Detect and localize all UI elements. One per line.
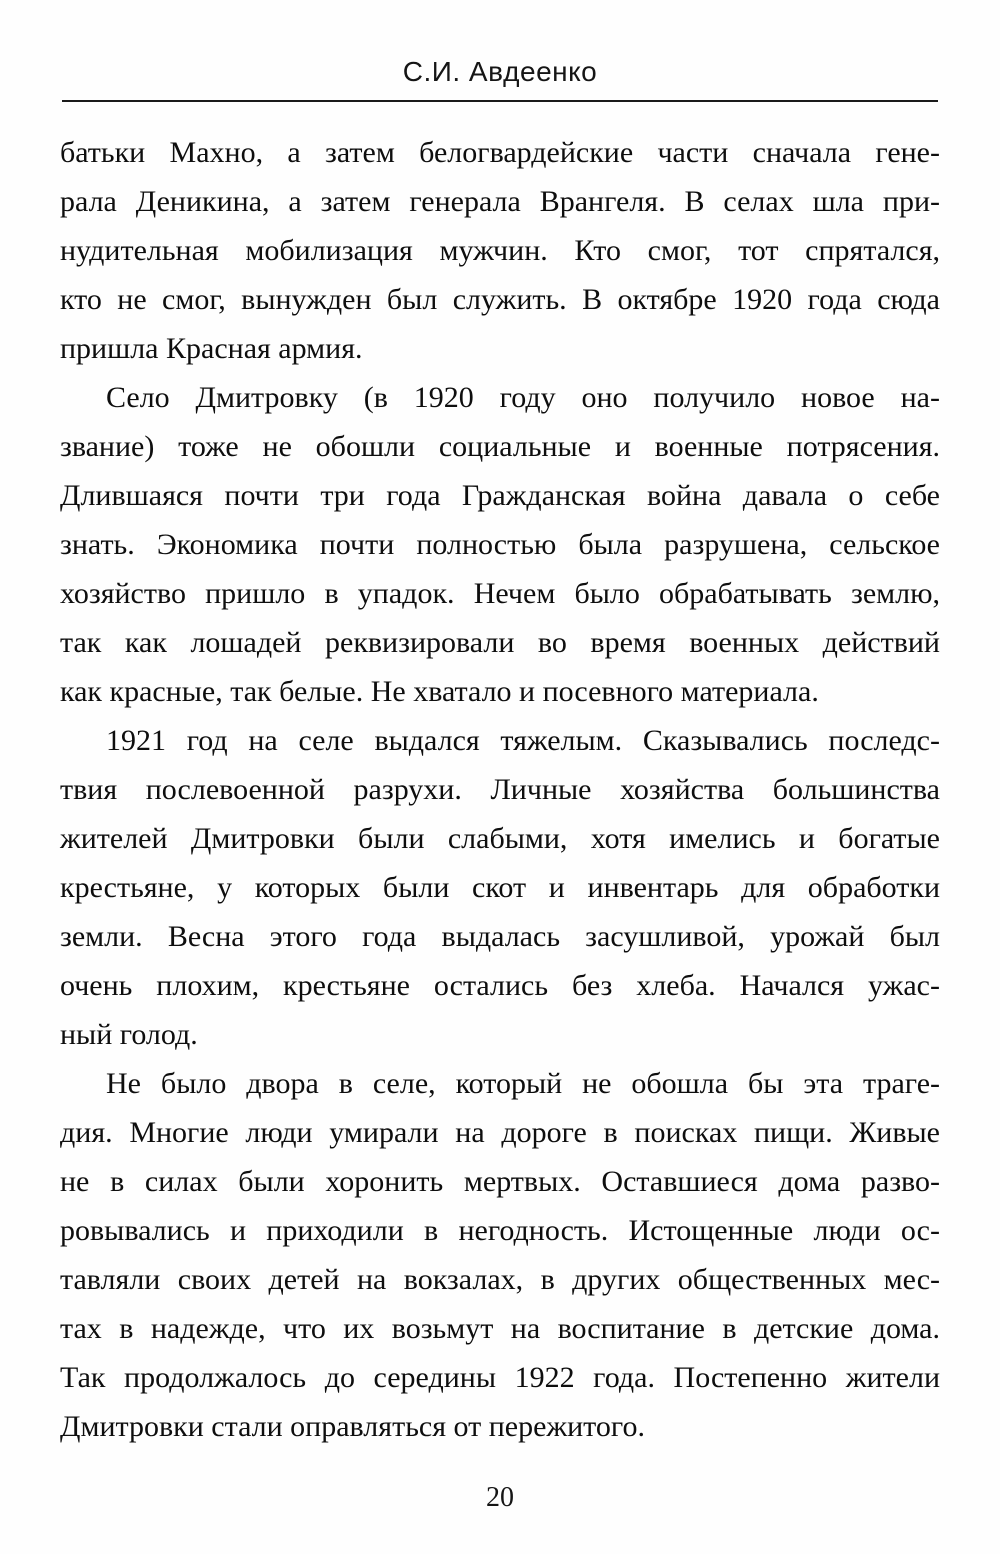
- body-text: [60, 128, 940, 1451]
- text-line: нудительная мобилизация мужчин. Кто смог, тот спрятался,: [60, 234, 940, 267]
- text-line: звание) тоже не обошли социальные и военные потрясения.: [60, 430, 940, 463]
- text-line: Не было двора в селе, который не обошла бы эта траге-: [106, 1067, 940, 1100]
- text-line: Село Дмитровку (в 1920 году оно получило новое на-: [106, 381, 940, 414]
- text-line: дия. Многие люди умирали на дороге в поисках пищи. Живые: [60, 1116, 940, 1149]
- paragraph: [60, 716, 940, 1059]
- text-line: рала Деникина, а затем генерала Врангеля. В селах шла при-: [60, 185, 940, 218]
- text-line: ровывались и приходили в негодность. Истощенные люди ос-: [60, 1214, 940, 1247]
- text-line: кто не смог, вынужден был служить. В октябре 1920 года сюда: [60, 283, 940, 316]
- text-line: как красные, так белые. Не хватало и посевного материала.: [60, 675, 819, 708]
- text-line: тавляли своих детей на вокзалах, в других общественных мес-: [60, 1263, 940, 1296]
- text-line: тах в надежде, что их возьмут на воспитание в детские дома.: [60, 1312, 940, 1345]
- paragraph: [60, 373, 940, 716]
- text-line: земли. Весна этого года выдалась засушливой, урожай был: [60, 920, 940, 953]
- page-number: 20: [486, 1482, 514, 1513]
- text-line: знать. Экономика почти полностью была разрушена, сельское: [60, 528, 940, 561]
- paragraph: [60, 128, 940, 373]
- text-line: 1921 год на селе выдался тяжелым. Сказывались последс-: [106, 724, 940, 757]
- text-line: ный голод.: [60, 1018, 198, 1051]
- text-line: хозяйство пришло в упадок. Нечем было обрабатывать землю,: [60, 577, 940, 610]
- text-line: Так продолжалось до середины 1922 года. Постепенно жители: [60, 1361, 940, 1394]
- text-line: очень плохим, крестьяне остались без хлеба. Начался ужас-: [60, 969, 940, 1002]
- text-line: твия послевоенной разрухи. Личные хозяйства большинства: [60, 773, 940, 806]
- text-line: Длившаяся почти три года Гражданская война давала о себе: [60, 479, 940, 512]
- text-line: жителей Дмитровки были слабыми, хотя имелись и богатые: [60, 822, 940, 855]
- text-line: не в силах были хоронить мертвых. Оставшиеся дома разво-: [60, 1165, 940, 1198]
- header-rule: [62, 100, 938, 102]
- paragraph: [60, 1059, 940, 1451]
- text-line: так как лошадей реквизировали во время военных действий: [60, 626, 940, 659]
- text-line: крестьяне, у которых были скот и инвентарь для обработки: [60, 871, 940, 904]
- running-head: С.И. Авдеенко: [402, 56, 598, 87]
- text-line: пришла Красная армия.: [60, 332, 363, 365]
- text-line: Дмитровки стали оправляться от пережитого.: [60, 1410, 645, 1443]
- text-line: батьки Махно, а затем белогвардейские части сначала гене-: [60, 136, 940, 169]
